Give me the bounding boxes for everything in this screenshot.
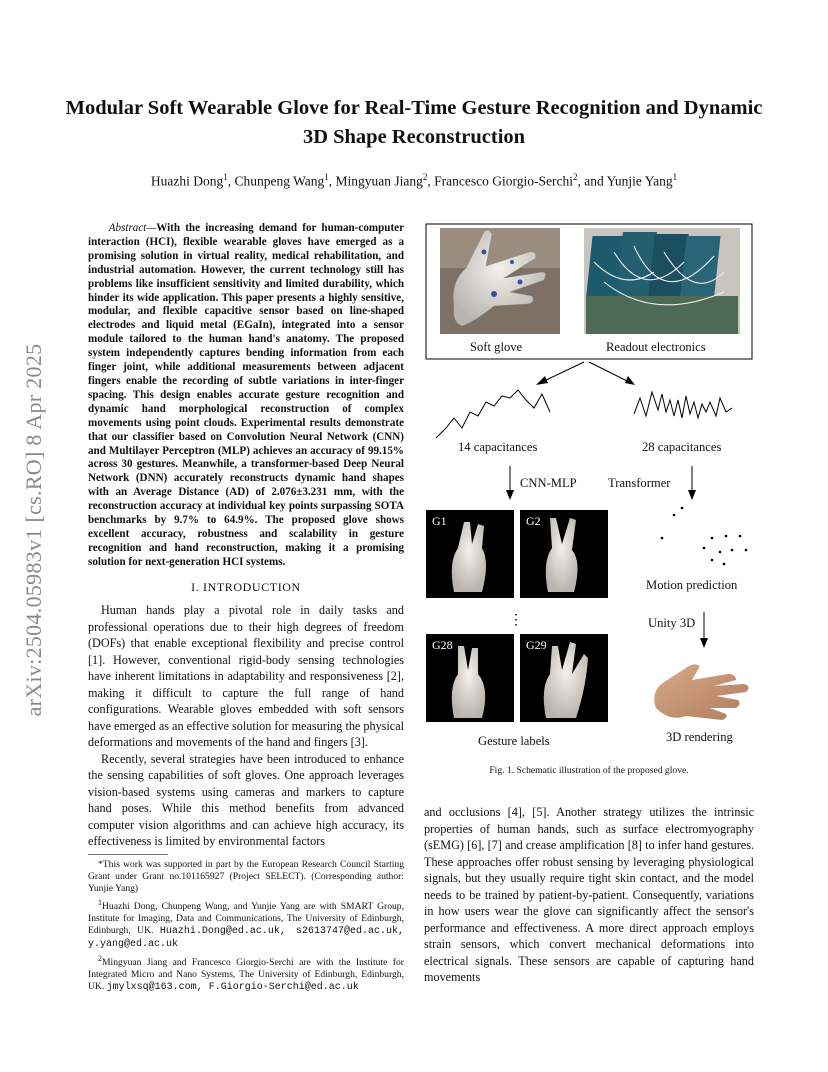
- label-cnn-mlp: CNN-MLP: [520, 476, 577, 490]
- arxiv-stamp: [4, 290, 64, 770]
- label-transformer: Transformer: [608, 476, 671, 490]
- footnote-affiliation-1: $^1$Huazhi Dong, Chunpeng Wang, and Yunjie Yang are with SMART Group, Institute for Imaging, Data and Communications, The University of Edinburgh, Edinburgh, UK. Huazhi.Dong@ed.ac.uk, s2613747@ed.ac.uk, y.yang@ed.ac.uk: [88, 898, 404, 951]
- label-14-capacitances: 14 capacitances: [458, 440, 538, 454]
- footnote-text: Mingyuan Jiang and Francesco Giorgio-Serchi are with the Institute for Integrated Micro and Nano Systems, The University of Edinburgh, Edinburgh, UK.: [88, 957, 404, 993]
- label-readout-electronics: Readout electronics: [606, 340, 706, 354]
- label-soft-glove: Soft glove: [470, 340, 523, 354]
- introduction-body: [88, 602, 404, 850]
- affiliation-mark: 2: [572, 172, 578, 182]
- footnote-emails: jmylxsq@163.com, F.Giorgio-Serchi@ed.ac.uk: [106, 982, 359, 994]
- author: Chunpeng Wang: [234, 173, 325, 189]
- footnote-funding: *This work was supported in part by the European Research Council Starting Grant under Grant no.101165927 (Project SELECT). (Corresponding author: Yunjie Yang): [88, 859, 404, 894]
- label-g1: G1: [432, 514, 447, 528]
- figure-1: [424, 222, 754, 782]
- label-unity-3d: Unity 3D: [648, 616, 696, 630]
- figure-graphics: [424, 222, 754, 767]
- label-g2: G2: [526, 514, 541, 528]
- signal-28-trace: [634, 392, 732, 418]
- author: Francesco Giorgio-Serchi: [434, 173, 573, 189]
- footnote-emails: Huazhi.Dong@ed.ac.uk, s2613747@ed.ac.uk, y.yang@ed.ac.uk: [88, 926, 404, 951]
- label-motion-prediction: Motion prediction: [646, 578, 738, 592]
- affiliation-mark: 2: [422, 172, 428, 182]
- label-g28: G28: [432, 638, 453, 652]
- right-column-text: [424, 804, 754, 986]
- rendered-hand: [654, 664, 748, 720]
- paragraph: Human hands play a pivotal role in daily tasks and professional operations due to their high degrees of freedom (DOFs) that enable exceptional flexibility and precise control [1]. However, conventional rigid-body sensing technologies have inherent limitations in adaptability and responsiveness [2], making it difficult to capture the full range of hand configurations. Wearable gloves embedded with soft sensors have emerged as an effective solution for measuring the physical deformations and movements of the hand and fingers [3].: [88, 603, 404, 749]
- footnote-text: Huazhi Dong, Chunpeng Wang, and Yunjie Yang are with SMART Group, Institute for Imaging, Data and Communications, The University of Edinburgh, Edinburgh, UK.: [88, 901, 404, 937]
- arxiv-stamp-text: arXiv:2504.05983v1 [cs.RO] 8 Apr 2025: [21, 343, 46, 717]
- abstract-label: Abstract: [108, 222, 147, 234]
- label-3d-rendering: 3D rendering: [666, 730, 733, 744]
- abstract: Abstract—With the increasing demand for human-computer interaction (HCI), flexible wearable gloves have emerged as a promising solution in virtual reality, medical rehabilitation, and industrial automation. However, the current technology still has problems like insufficient sensitivity and limited durability, which hinder its wide application. This paper presents a highly sensitive, modular, and flexible capacitive sensor based on line-shaped electrodes and liquid metal (EGaIn), integrated into a sensor module tailored to the human hand's anatomy. The proposed system independently captures bending information from each finger joint, while additional measurements between adjacent fingers enable the recording of subtle variations in inter-finger spacing. This design enables accurate gesture recognition and dynamic hand morphological reconstruction of complex movements using point clouds. Experimental results demonstrate that our classifier based on Convolution Neural Network (CNN) and Multilayer Perceptron (MLP) achieves an accuracy of 99.15% across 30 gestures. Meanwhile, a transformer-based Deep Neural Network (DNN) accurately reconstructs dynamic hand shapes with an Average Distance (AD) of 2.076±3.231 mm, with the reconstruction accuracy at individual key points surpassing SOTA benchmarks by 9.7% to 64.9%. The proposed glove shows excellent accuracy, robustness and scalability in gesture recognition and hand reconstruction, making it a promising solution for next-generation HCI systems.: [88, 222, 404, 568]
- readout-electronics-photo: [584, 228, 740, 334]
- author-list: Huazhi Dong$^1$, Chunpeng Wang$^1$, Mingyuan Jiang$^2$, Francesco Giorgio-Serchi$^2$, and Yunjie Yang$^1$: [150, 172, 678, 189]
- paper-title: Modular Soft Wearable Glove for Real-Time Gesture Recognition and Dynamic 3D Shape Reconstruction: [65, 97, 763, 148]
- footnote-affiliation-2: $^2$Mingyuan Jiang and Francesco Giorgio-Serchi are with the Institute for Integrated Micro and Nano Systems, The University of Edinburgh, Edinburgh, UK. jmylxsq@163.com, F.Giorgio-Serchi@ed.ac.uk: [88, 954, 404, 994]
- soft-glove-photo: [440, 228, 560, 334]
- label-gesture-labels: Gesture labels: [478, 734, 550, 748]
- author: Mingyuan Jiang: [335, 173, 423, 189]
- label-28-capacitances: 28 capacitances: [642, 440, 722, 454]
- paragraph: and occlusions [4], [5]. Another strategy utilizes the intrinsic properties of human hands, such as surface electromyography (sEMG) [6], [7] and crease amplification [8] to infer hand gestures. These approaches offer robust sensing by leveraging physiological signals, but they usually require tight skin contact, and the model needs to be trained by patient-by-patient. Consequently, variations in how users wear the glove can significantly affect the sensor's performance and effectiveness. A more direct approach employs strain sensors, which convert mechanical deformations into electrical signals. These sensors are capable of capturing hand movements: [424, 805, 754, 984]
- footnote-rule: [88, 854, 168, 855]
- footnotes: [88, 854, 404, 996]
- affiliation-mark: 1: [223, 172, 228, 182]
- section-heading: I. INTRODUCTION: [191, 580, 301, 594]
- author: Yunjie Yang: [606, 173, 673, 189]
- figure-caption: Fig. 1. Schematic illustration of the proposed glove.: [489, 765, 689, 776]
- signal-14-trace: [436, 390, 550, 438]
- svg-text:⋮: ⋮: [509, 613, 523, 628]
- affiliation-mark: 1: [324, 172, 329, 182]
- paragraph: Recently, several strategies have been introduced to enhance the sensing capabilities of soft gloves. One approach leverages vision-based systems using cameras and markers to capture hand poses. While this method benefits from advanced computer vision algorithms and can achieve high accuracy, its effectiveness is limited by environmental factors: [88, 751, 404, 848]
- label-g29: G29: [526, 638, 547, 652]
- affiliation-mark: 1: [672, 172, 678, 182]
- point-cloud: [661, 507, 748, 566]
- abstract-text: With the increasing demand for human-computer interaction (HCI), flexible wearable gloves have emerged as a promising solution in virtual reality, medical rehabilitation, and industrial automation. However, the current technology still has problems like insufficient sensitivity and limited durability, which hinder its wide application. This paper presents a highly sensitive, modular, and flexible capacitive sensor based on line-shaped electrodes and liquid metal (EGaIn), integrated into a sensor module tailored to the human hand's anatomy. The proposed system independently captures bending information from each finger joint, while additional measurements between adjacent fingers enable the recording of subtle variations in inter-finger spacing. This design enables accurate gesture recognition and dynamic hand morphological reconstruction of complex movements using point clouds. Experimental results demonstrate that our classifier based on Convolution Neural Network (CNN) and Multilayer Perceptron (MLP) achieves an accuracy of 99.15% across 30 gestures. Meanwhile, a transformer-based Deep Neural Network (DNN) accurately reconstructs dynamic hand shapes with an Average Distance (AD) of 2.076±3.231 mm, with the reconstruction accuracy at individual key points surpassing SOTA benchmarks by 9.7% to 64.9%. The proposed glove shows excellent accuracy, robustness and scalability in gesture recognition and hand reconstruction, making it a promising solution for next-generation HCI systems.: [88, 222, 404, 568]
- author: Huazhi Dong: [150, 173, 224, 189]
